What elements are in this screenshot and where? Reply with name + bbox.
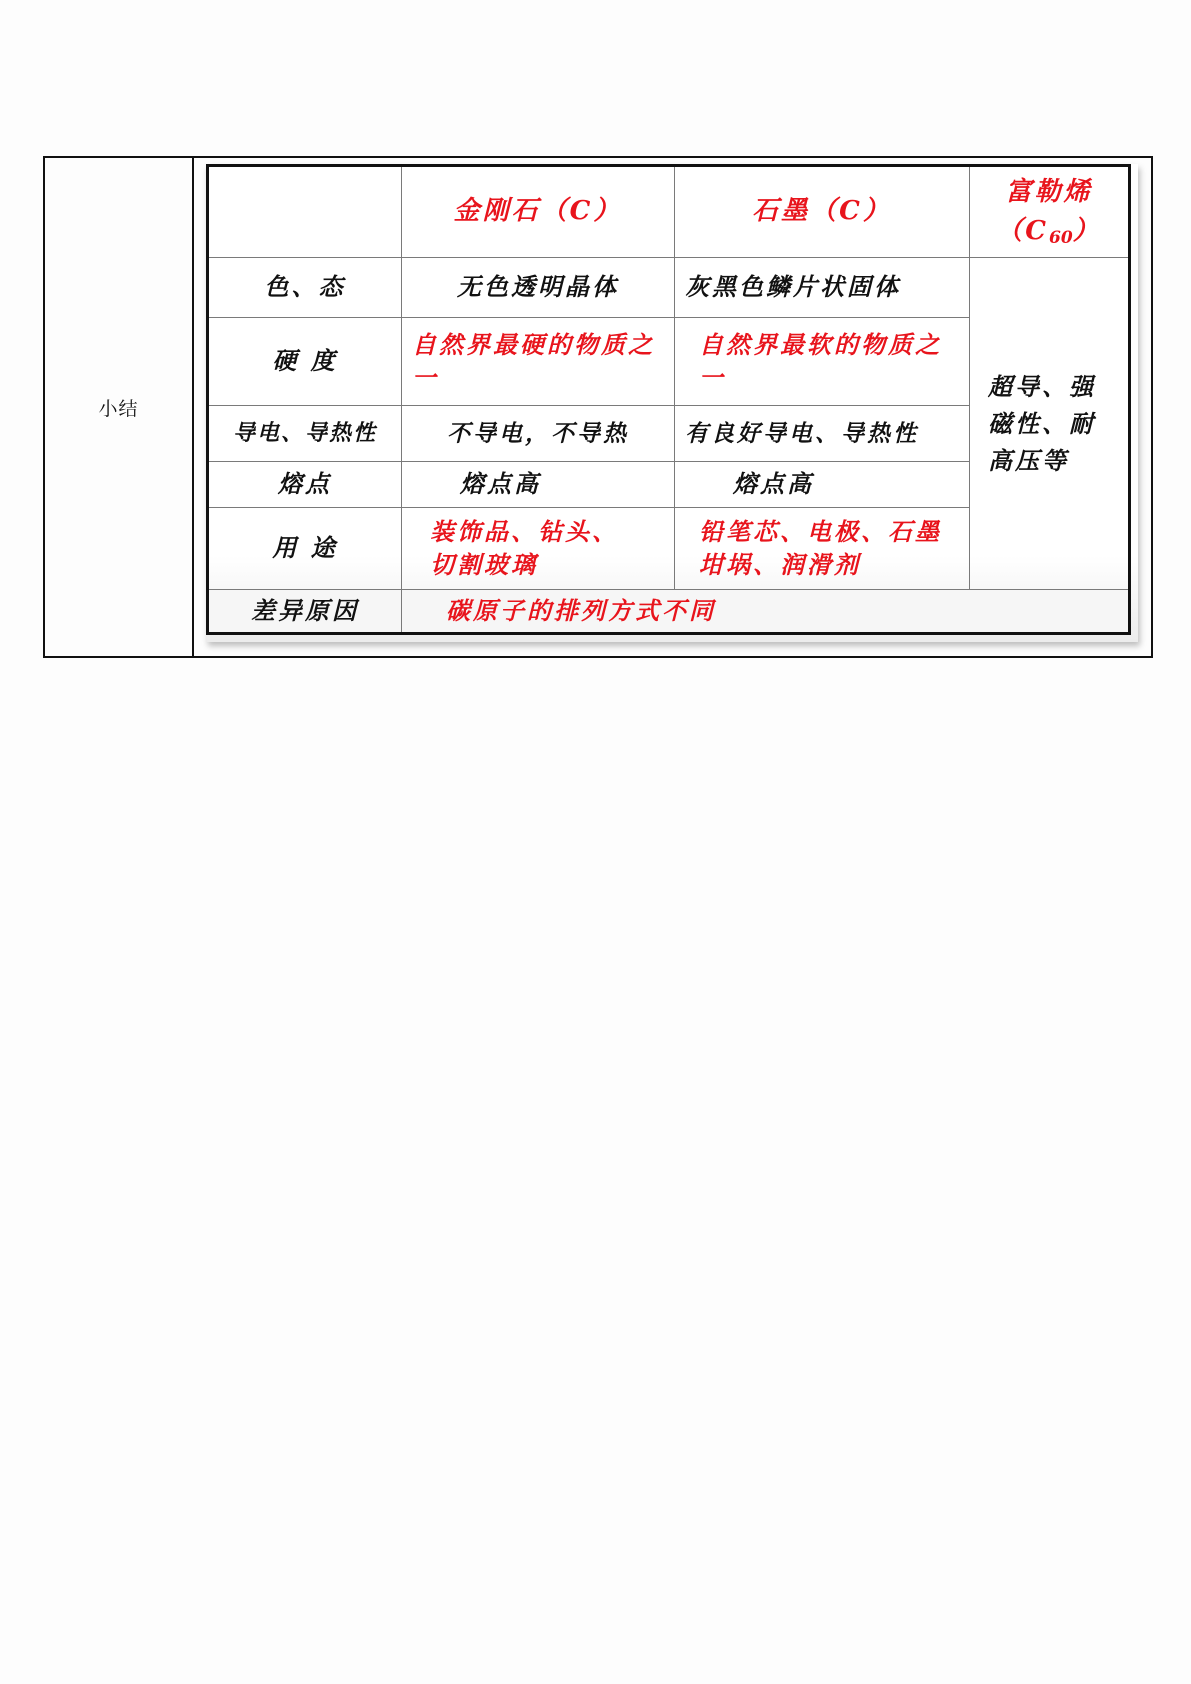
summary-label: 小结 [44, 157, 193, 657]
graphite-uses: 铅笔芯、电极、石墨坩埚、润滑剂 [675, 508, 970, 590]
graphite-header: 石墨（C） [675, 166, 970, 258]
fullerene-name: 富勒烯 [1005, 176, 1093, 207]
carbon-comparison-table [206, 164, 1131, 635]
conductivity-label: 导电、导热性 [208, 406, 402, 462]
diamond-uses: 装饰品、钻头、切割玻璃 [402, 508, 675, 590]
hardness-label: 硬 度 [208, 318, 402, 406]
graphite-color-state: 灰黑色鳞片状固体 [675, 258, 970, 318]
summary-layout-table [43, 156, 1153, 658]
diamond-color-state: 无色透明晶体 [402, 258, 675, 318]
fullerene-formula [996, 216, 1101, 246]
fullerene-header [970, 166, 1130, 258]
graphite-hardness: 自然界最软的物质之一 [675, 318, 970, 406]
uses-label: 用 途 [208, 508, 402, 590]
fullerene-properties: 超导、强磁性、耐高压等 [970, 258, 1130, 590]
diamond-conductivity: 不导电，不导热 [402, 406, 675, 462]
diamond-melting-point: 熔点高 [402, 462, 675, 508]
diamond-hardness: 自然界最硬的物质之一 [402, 318, 675, 406]
difference-label: 差异原因 [208, 590, 402, 634]
header-row [208, 166, 1130, 258]
diamond-header: 金刚石（C） [402, 166, 675, 258]
fullerene-formula-subscript: 60 [1049, 227, 1073, 248]
difference-value: 碳原子的排列方式不同 [402, 590, 1130, 634]
corner-cell [208, 166, 402, 258]
fullerene-formula-suffix: ） [1072, 215, 1102, 246]
melting-point-label: 熔点 [208, 462, 402, 508]
graphite-conductivity: 有良好导电、导热性 [675, 406, 970, 462]
color-state-label: 色、态 [208, 258, 402, 318]
graphite-melting-point: 熔点高 [675, 462, 970, 508]
comparison-slide [206, 164, 1138, 642]
color-state-row [208, 258, 1130, 318]
difference-row [208, 590, 1130, 634]
fullerene-formula-prefix: （C [996, 215, 1049, 246]
summary-content [193, 157, 1152, 657]
